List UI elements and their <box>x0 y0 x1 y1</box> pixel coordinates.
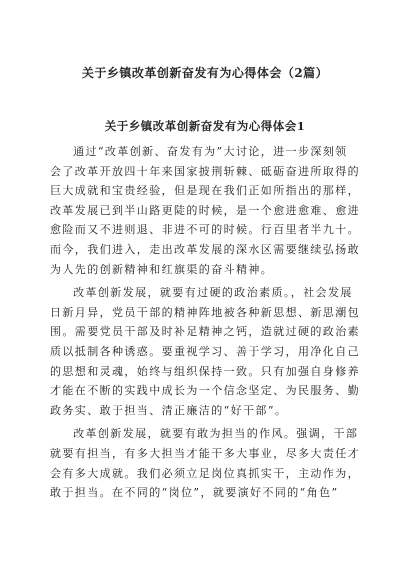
document-body <box>50 142 364 507</box>
text-line: 就要有担当，有多大担当才能干多大事业，尽多大责任才 <box>50 446 360 460</box>
paragraph <box>50 424 364 502</box>
text-line: 改革创新发展，就要有敢为担当的作风。强调，干部 <box>73 427 359 441</box>
text-line: 会有多大成就。我们必须立足岗位真抓实干，主动作为， <box>50 466 360 480</box>
text-line: 愈险而又不进则退、非进不可的时候。行百里者半九十。 <box>50 223 360 237</box>
section-title: 关于乡镇改革创新奋发有为心得体会1 <box>104 119 306 133</box>
text-line: 改革发展已到半山路更陡的时候，是一个愈进愈难、愈进 <box>50 203 360 217</box>
text-line: 而今，我们进入，走出改革发展的深水区需要继续弘扬敢 <box>50 242 360 256</box>
paragraph <box>50 142 364 279</box>
paragraph <box>50 283 364 420</box>
text-line: 为人先的创新精神和红旗渠的奋斗精神。 <box>50 262 274 276</box>
text-line: 改革创新发展，就要有过硬的政治素质。，社会发展 <box>73 286 353 300</box>
document-title: 关于乡镇改革创新奋发有为心得体会（2篇） <box>81 66 329 80</box>
text-line: 围。需要党员干部及时补足精神之钙，造就过硬的政治素 <box>50 325 360 339</box>
text-line: 敢于担当。在不同的“岗位”，就要演好不同的“角色” <box>50 486 339 500</box>
text-line: 质以抵制各种诱惑。要重视学习、善于学习，用净化自己 <box>50 344 360 358</box>
text-line: 日新月异，党员干部的精神阵地被各种新思想、新思潮包 <box>50 305 360 319</box>
text-line: 政务实、敢于担当、清正廉洁的“好干部”。 <box>50 403 288 417</box>
text-line: 的思想和灵魂，始终与组织保持一致。只有加强自身修养 <box>50 364 360 378</box>
text-line: 巨大成就和宝贵经验，但是现在我们正如所指出的那样， <box>50 184 360 198</box>
text-line: 才能在不断的实践中成长为一个信念坚定、为民服务、勤 <box>50 384 360 398</box>
text-line: 会了改革开放四十年来国家披荆斩棘、砥砺奋进所取得的 <box>50 164 360 178</box>
text-line: 通过“改革创新、奋发有为”大讨论，进一步深刻领 <box>73 145 348 158</box>
